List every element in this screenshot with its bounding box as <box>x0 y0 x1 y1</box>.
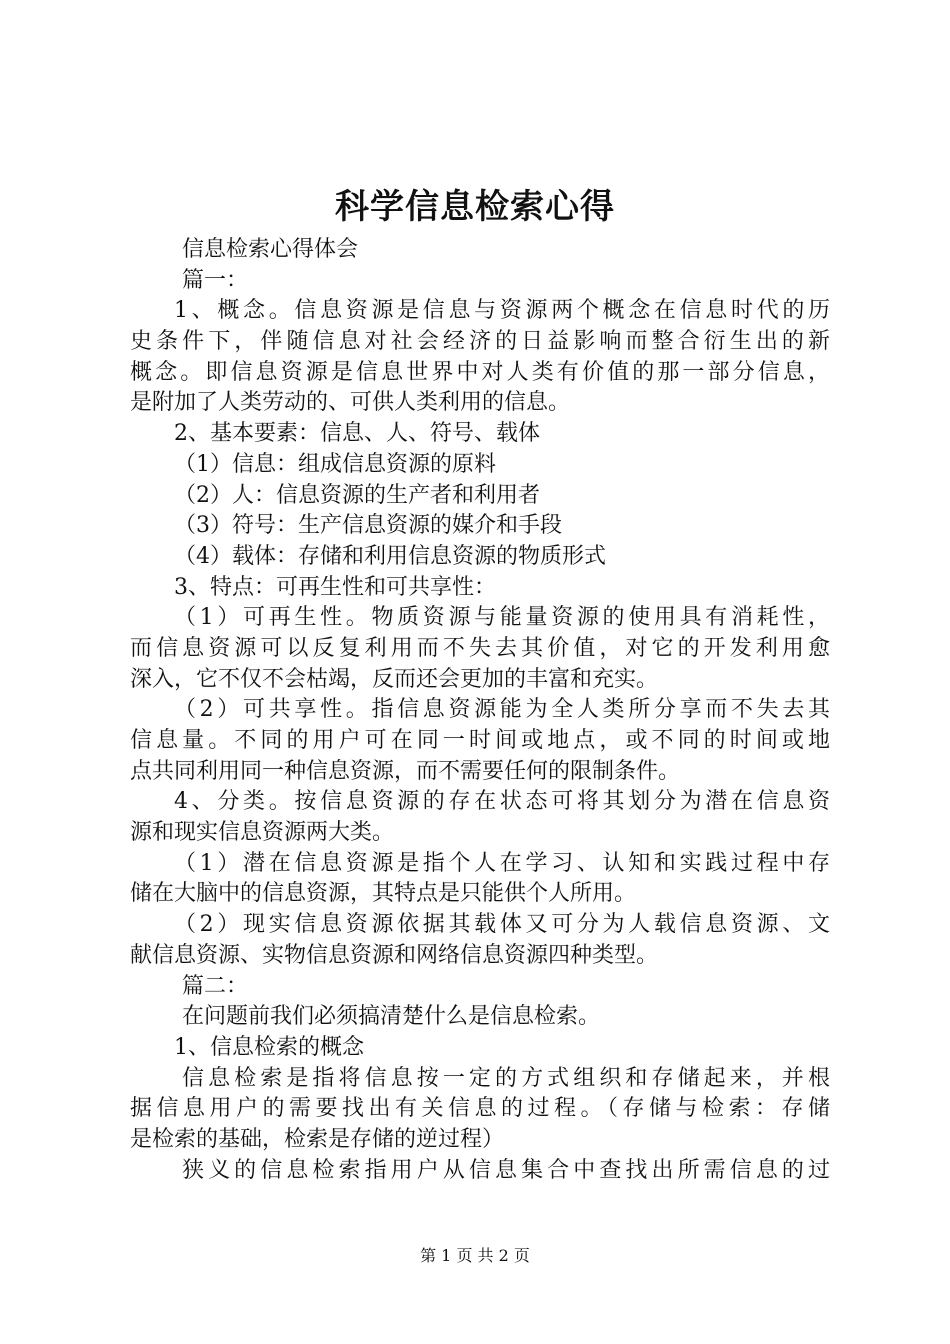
text-line: 是附加了人类劳动的、可供人类利用的信息。 <box>130 390 571 416</box>
text-line: 信息检索心得体会 <box>182 237 359 262</box>
text-line: （2）可共享性。指信息资源能为全人类所分享而不失去其 <box>174 697 830 723</box>
text-line: （2）现实信息资源依据其载体又可分为人载信息资源、文 <box>174 912 830 938</box>
text-line: 储在大脑中的信息资源，其特点是只能供个人所用。 <box>130 881 637 907</box>
document-title: 科学信息检索心得 <box>335 187 615 227</box>
text-line: 1、信息检索的概念 <box>174 1034 364 1060</box>
text-line: 而信息资源可以反复利用而不失去其价值，对它的开发利用愈 <box>130 635 830 661</box>
text-line: （1）可再生性。物质资源与能量资源的使用具有消耗性， <box>174 605 830 631</box>
text-line: 是检索的基础，检索是存储的逆过程） <box>130 1126 505 1152</box>
document-body <box>130 235 830 1186</box>
text-line: 献信息资源、实物信息资源和网络信息资源四种类型。 <box>130 942 659 968</box>
text-line: 1、概念。信息资源是信息与资源两个概念在信息时代的历 <box>174 298 830 324</box>
text-line: 4、分类。按信息资源的存在状态可将其划分为潜在信息资 <box>174 789 830 815</box>
text-line: （2）人：信息资源的生产者和利用者 <box>174 482 540 508</box>
text-line: 概念。即信息资源是信息世界中对人类有价值的那一部分信息， <box>130 359 830 385</box>
text-line: 篇二： <box>182 973 249 999</box>
text-line: 在问题前我们必须搞清楚什么是信息检索。 <box>182 1004 601 1030</box>
text-line: 狭义的信息检索指用户从信息集合中查找出所需信息的过 <box>182 1157 830 1183</box>
text-line: 史条件下，伴随信息对社会经济的日益影响而整合衍生出的新 <box>130 329 830 355</box>
text-line: 3、特点：可再生性和可共享性： <box>174 574 496 600</box>
text-line: 点共同利用同一种信息资源，而不需要任何的限制条件。 <box>130 758 681 784</box>
text-line: （3）符号：生产信息资源的媒介和手段 <box>174 513 562 539</box>
text-line: 据信息用户的需要找出有关信息的过程。（存储与检索：存储 <box>130 1096 830 1122</box>
text-line: 信息检索是指将信息按一定的方式组织和存储起来，并根 <box>182 1065 830 1091</box>
text-line: 2、基本要素：信息、人、符号、载体 <box>174 421 540 447</box>
text-line: （1）潜在信息资源是指个人在学习、认知和实践过程中存 <box>174 850 830 876</box>
text-line: 篇一： <box>182 267 249 293</box>
text-line: 深入，它不仅不会枯竭，反而还会更加的丰富和充实。 <box>130 666 659 692</box>
text-line: （1）信息：组成信息资源的原料 <box>174 451 496 477</box>
text-line: （4）载体：存储和利用信息资源的物质形式 <box>174 543 606 569</box>
text-line: 源和现实信息资源两大类。 <box>130 820 395 846</box>
text-line: 信息量。不同的用户可在同一时间或地点，或不同的时间或地 <box>130 728 830 753</box>
page-footer: 第 1 页 共 2 页 <box>420 1246 530 1265</box>
